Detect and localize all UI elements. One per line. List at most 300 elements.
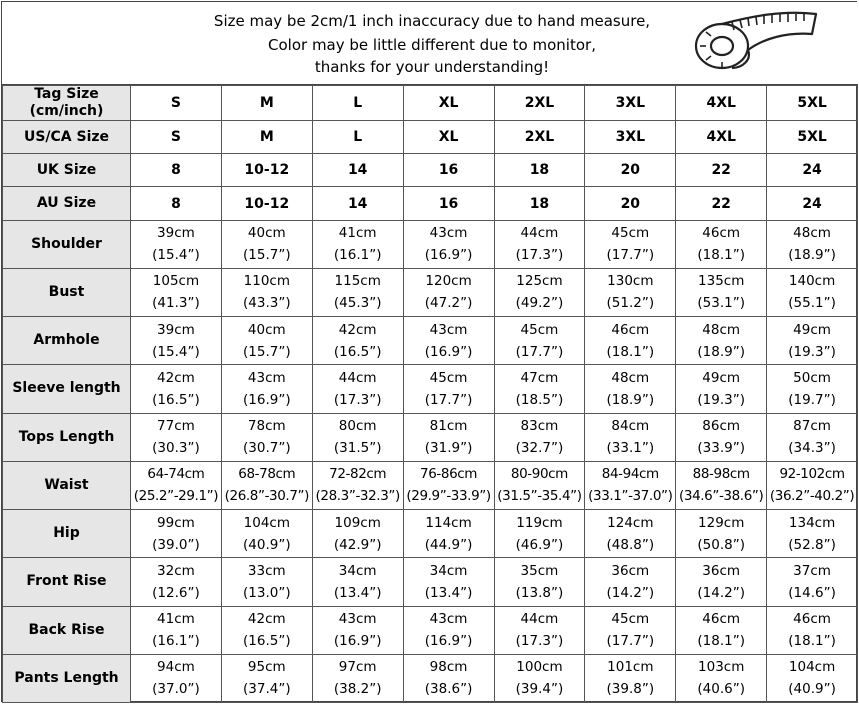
inch-value: (40.9”): [788, 681, 836, 698]
measurement-cell: [585, 220, 676, 268]
measurement-cell: [221, 268, 312, 316]
measurement-cell: [494, 461, 585, 509]
size-cell: 2XL: [494, 86, 585, 121]
cm-value: 84cm: [611, 418, 650, 435]
inch-value: (39.4”): [515, 681, 564, 698]
measurement-cell: [585, 413, 676, 461]
size-cell: S: [131, 86, 222, 121]
inch-value: (15.7”): [243, 247, 291, 264]
measurement-cell: [312, 365, 403, 413]
cm-value: 43cm: [338, 611, 377, 628]
measurement-cell: [494, 413, 585, 461]
cm-value: 42cm: [157, 369, 195, 386]
measurement-cell: [494, 268, 585, 316]
cm-value: 86cm: [702, 418, 741, 435]
cm-value: 46cm: [793, 611, 831, 628]
cm-value: 45cm: [611, 611, 650, 628]
size-cell: 5XL: [767, 121, 858, 154]
inch-value: (18.1”): [606, 343, 655, 360]
inch-value: (18.9”): [697, 343, 745, 360]
cm-value: 36cm: [611, 562, 650, 579]
size-cell: XL: [403, 86, 494, 121]
measurement-row: [3, 558, 858, 606]
measurement-cell: [585, 654, 676, 702]
measurement-cell: [767, 558, 858, 606]
measurement-cell: [494, 317, 585, 365]
inch-value: (51.2”): [606, 295, 655, 312]
cm-value: 83cm: [520, 418, 559, 435]
cm-value: 32cm: [157, 562, 195, 579]
measurement-cell: [767, 461, 858, 509]
cm-value: 78cm: [247, 418, 286, 435]
cm-value: 48cm: [702, 321, 741, 338]
inch-value: (17.7”): [515, 343, 564, 360]
row-label: US/CA Size: [3, 121, 131, 154]
inch-value: (16.9”): [243, 391, 291, 408]
measurement-row: [3, 654, 858, 702]
inch-value: (50.8”): [697, 536, 745, 553]
inch-value: (17.7”): [606, 247, 655, 264]
measurement-row: [3, 317, 858, 365]
size-cell: 14: [312, 187, 403, 220]
measurement-cell: [312, 558, 403, 606]
size-cell: 3XL: [585, 121, 676, 154]
inch-value: (32.7”): [515, 440, 564, 457]
size-cell: 8: [131, 187, 222, 220]
inch-value: (30.3”): [152, 440, 200, 457]
measurement-cell: [676, 654, 767, 702]
inch-value: (39.8”): [606, 681, 655, 698]
measurement-cell: [221, 510, 312, 558]
size-cell: L: [312, 121, 403, 154]
measurement-cell: [131, 365, 222, 413]
size-cell: 20: [585, 187, 676, 220]
measurement-cell: [585, 365, 676, 413]
size-row: [3, 86, 858, 121]
cm-value: 110cm: [243, 273, 290, 290]
size-row: [3, 121, 858, 154]
inch-value: (52.8”): [788, 536, 836, 553]
row-label: Pants Length: [3, 654, 131, 702]
row-label: UK Size: [3, 154, 131, 187]
cm-value: 95cm: [247, 659, 286, 676]
inch-value: (16.1”): [333, 247, 382, 264]
measurement-cell: [131, 558, 222, 606]
inch-value: (18.5”): [515, 391, 564, 408]
measurement-cell: [767, 220, 858, 268]
size-cell: 10-12: [221, 154, 312, 187]
measurement-cell: [312, 654, 403, 702]
measurement-cell: [767, 654, 858, 702]
inch-value: (16.1”): [152, 633, 200, 650]
size-cell: 2XL: [494, 121, 585, 154]
size-cell: 4XL: [676, 121, 767, 154]
cm-value: 101cm: [607, 659, 654, 676]
measurement-cell: [131, 606, 222, 654]
inch-value: (16.5”): [152, 391, 200, 408]
cm-value: 76-86cm: [420, 466, 478, 483]
inch-value: (38.2”): [333, 681, 382, 698]
cm-value: 37cm: [793, 562, 831, 579]
measurement-cell: [767, 510, 858, 558]
cm-value: 39cm: [157, 225, 195, 242]
measurement-cell: [221, 606, 312, 654]
cm-value: 68-78cm: [238, 466, 296, 483]
size-cell: 22: [676, 187, 767, 220]
cm-value: 40cm: [247, 225, 286, 242]
cm-value: 125cm: [516, 273, 563, 290]
measurement-cell: [312, 461, 403, 509]
measurement-cell: [494, 365, 585, 413]
inch-value: (19.3”): [788, 343, 836, 360]
measurement-cell: [494, 558, 585, 606]
size-cell: L: [312, 86, 403, 121]
cm-value: 100cm: [516, 659, 563, 676]
measuring-tape-icon: [692, 6, 822, 84]
inch-value: (16.9”): [424, 343, 473, 360]
cm-value: 77cm: [157, 418, 195, 435]
measurement-cell: [403, 654, 494, 702]
cm-value: 43cm: [429, 225, 468, 242]
cm-value: 134cm: [788, 514, 836, 531]
row-label: Bust: [3, 268, 131, 316]
cm-value: 114cm: [425, 514, 472, 531]
cm-value: 44cm: [338, 369, 377, 386]
inch-value: (16.9”): [333, 633, 382, 650]
cm-value: 39cm: [157, 321, 195, 338]
cm-value: 103cm: [698, 659, 745, 676]
measurement-cell: [494, 654, 585, 702]
size-chart: [1, 1, 857, 702]
cm-value: 46cm: [611, 321, 650, 338]
measurement-cell: [312, 317, 403, 365]
notice-line-2: Color may be little different due to monitor,: [268, 36, 596, 54]
cm-value: 41cm: [338, 225, 377, 242]
inch-value: (12.6”): [152, 584, 200, 601]
measurement-cell: [403, 461, 494, 509]
cm-value: 49cm: [793, 321, 831, 338]
inch-value: (34.3”): [788, 440, 836, 457]
inch-value: (13.0”): [243, 584, 291, 601]
cm-value: 130cm: [607, 273, 654, 290]
cm-value: 84-94cm: [601, 466, 659, 483]
inch-value: (34.6”-38.6”): [679, 488, 764, 505]
inch-value: (44.9”): [424, 536, 473, 553]
inch-value: (18.9”): [606, 391, 655, 408]
size-cell: 10-12: [221, 187, 312, 220]
measurement-cell: [221, 558, 312, 606]
row-label: Tops Length: [3, 413, 131, 461]
measurement-cell: [494, 510, 585, 558]
measurement-cell: [585, 461, 676, 509]
inch-value: (37.0”): [152, 681, 200, 698]
cm-value: 46cm: [702, 611, 741, 628]
inch-value: (14.2”): [697, 584, 745, 601]
inch-value: (17.3”): [333, 391, 382, 408]
size-cell: 14: [312, 154, 403, 187]
inch-value: (53.1”): [697, 295, 745, 312]
measurement-cell: [131, 220, 222, 268]
size-cell: M: [221, 86, 312, 121]
inch-value: (33.1”-37.0”): [588, 488, 673, 505]
measurement-cell: [676, 461, 767, 509]
measurement-cell: [403, 413, 494, 461]
inch-value: (31.5”-35.4”): [497, 488, 582, 505]
measurement-cell: [221, 220, 312, 268]
measurement-notice: [2, 2, 858, 85]
measurement-cell: [131, 268, 222, 316]
row-label: Back Rise: [3, 606, 131, 654]
inch-value: (36.2”-40.2”): [769, 488, 855, 505]
inch-value: (39.0”): [152, 536, 200, 553]
measurement-cell: [312, 268, 403, 316]
measurement-cell: [403, 220, 494, 268]
measurement-cell: [403, 365, 494, 413]
measurement-row: [3, 413, 858, 461]
measurement-cell: [585, 558, 676, 606]
size-row: [3, 187, 858, 220]
inch-value: (33.1”): [606, 440, 655, 457]
cm-value: 80cm: [338, 418, 377, 435]
inch-value: (47.2”): [424, 295, 473, 312]
inch-value: (19.3”): [697, 391, 745, 408]
measurement-row: [3, 461, 858, 509]
size-cell: XL: [403, 121, 494, 154]
cm-value: 46cm: [702, 225, 741, 242]
size-cell: 16: [403, 154, 494, 187]
inch-value: (17.3”): [515, 247, 564, 264]
cm-value: 80-90cm: [510, 466, 568, 483]
inch-value: (13.4”): [424, 584, 473, 601]
measurement-cell: [767, 268, 858, 316]
cm-value: 124cm: [607, 514, 654, 531]
cm-value: 88-98cm: [692, 466, 750, 483]
cm-value: 97cm: [338, 659, 377, 676]
cm-value: 120cm: [425, 273, 472, 290]
inch-value: (46.9”): [515, 536, 564, 553]
inch-value: (31.9”): [424, 440, 473, 457]
inch-value: (16.5”): [243, 633, 291, 650]
inch-value: (15.7”): [243, 343, 291, 360]
row-label: Hip: [3, 510, 131, 558]
cm-value: 119cm: [516, 514, 563, 531]
measurement-cell: [494, 606, 585, 654]
cm-value: 109cm: [334, 514, 381, 531]
cm-value: 42cm: [247, 611, 286, 628]
cm-value: 87cm: [793, 418, 831, 435]
measurement-row: [3, 606, 858, 654]
measurement-row: [3, 268, 858, 316]
notice-line-3: thanks for your understanding!: [314, 58, 550, 76]
measurement-row: [3, 365, 858, 413]
inch-value: (16.9”): [424, 247, 473, 264]
inch-value: (26.8”-30.7”): [224, 488, 309, 505]
cm-value: 104cm: [788, 659, 836, 676]
row-label: Armhole: [3, 317, 131, 365]
cm-value: 92-102cm: [779, 466, 845, 483]
measurement-cell: [312, 606, 403, 654]
inch-value: (18.9”): [788, 247, 836, 264]
cm-value: 98cm: [429, 659, 468, 676]
size-cell: S: [131, 121, 222, 154]
inch-value: (15.4”): [152, 343, 200, 360]
measurement-cell: [676, 558, 767, 606]
size-cell: 22: [676, 154, 767, 187]
cm-value: 48cm: [611, 369, 650, 386]
measurement-cell: [131, 510, 222, 558]
cm-value: 135cm: [698, 273, 745, 290]
cm-value: 47cm: [520, 369, 559, 386]
cm-value: 44cm: [520, 611, 559, 628]
size-cell: M: [221, 121, 312, 154]
measurement-cell: [767, 606, 858, 654]
inch-value: (42.9”): [333, 536, 382, 553]
cm-value: 34cm: [338, 562, 377, 579]
inch-value: (48.8”): [606, 536, 655, 553]
row-label: Tag Size (cm/inch): [3, 86, 131, 121]
cm-value: 45cm: [429, 369, 468, 386]
measurement-cell: [585, 606, 676, 654]
inch-value: (41.3”): [152, 295, 200, 312]
cm-value: 99cm: [157, 514, 195, 531]
cm-value: 72-82cm: [329, 466, 387, 483]
inch-value: (29.9”-33.9”): [406, 488, 491, 505]
size-cell: 16: [403, 187, 494, 220]
size-cell: 20: [585, 154, 676, 187]
measurement-cell: [131, 317, 222, 365]
measurement-cell: [676, 606, 767, 654]
cm-value: 104cm: [243, 514, 290, 531]
inch-value: (18.1”): [788, 633, 836, 650]
cm-value: 35cm: [520, 562, 559, 579]
cm-value: 64-74cm: [147, 466, 205, 483]
inch-value: (31.5”): [333, 440, 382, 457]
cm-value: 34cm: [429, 562, 468, 579]
measurement-cell: [221, 654, 312, 702]
inch-value: (16.5”): [333, 343, 382, 360]
cm-value: 115cm: [334, 273, 381, 290]
inch-value: (33.9”): [697, 440, 745, 457]
inch-value: (13.8”): [515, 584, 564, 601]
size-table: [2, 85, 858, 703]
measurement-cell: [312, 220, 403, 268]
measurement-cell: [767, 413, 858, 461]
inch-value: (16.9”): [424, 633, 473, 650]
inch-value: (15.4”): [152, 247, 200, 264]
row-label: AU Size: [3, 187, 131, 220]
inch-value: (17.7”): [606, 633, 655, 650]
cm-value: 105cm: [152, 273, 200, 290]
row-label: Shoulder: [3, 220, 131, 268]
measurement-cell: [585, 510, 676, 558]
cm-value: 48cm: [793, 225, 831, 242]
measurement-cell: [403, 510, 494, 558]
measurement-cell: [585, 268, 676, 316]
inch-value: (37.4”): [243, 681, 291, 698]
size-cell: 8: [131, 154, 222, 187]
size-cell: 24: [767, 187, 858, 220]
size-cell: 5XL: [767, 86, 858, 121]
cm-value: 33cm: [247, 562, 286, 579]
measurement-cell: [494, 220, 585, 268]
inch-value: (17.3”): [515, 633, 564, 650]
inch-value: (14.2”): [606, 584, 655, 601]
size-cell: 24: [767, 154, 858, 187]
cm-value: 45cm: [611, 225, 650, 242]
measurement-cell: [221, 317, 312, 365]
inch-value: (40.6”): [697, 681, 745, 698]
cm-value: 36cm: [702, 562, 741, 579]
measurement-cell: [676, 365, 767, 413]
measurement-row: [3, 220, 858, 268]
cm-value: 41cm: [157, 611, 195, 628]
cm-value: 40cm: [247, 321, 286, 338]
cm-value: 94cm: [157, 659, 195, 676]
inch-value: (18.1”): [697, 247, 745, 264]
inch-value: (40.9”): [243, 536, 291, 553]
cm-value: 50cm: [793, 369, 831, 386]
measurement-cell: [312, 510, 403, 558]
measurement-cell: [403, 558, 494, 606]
measurement-cell: [221, 461, 312, 509]
inch-value: (55.1”): [788, 295, 836, 312]
cm-value: 43cm: [247, 369, 286, 386]
inch-value: (38.6”): [424, 681, 473, 698]
measurement-cell: [767, 365, 858, 413]
inch-value: (17.7”): [424, 391, 473, 408]
size-cell: 18: [494, 154, 585, 187]
inch-value: (30.7”): [243, 440, 291, 457]
notice-line-1: Size may be 2cm/1 inch inaccuracy due to hand measure,: [213, 12, 651, 30]
measurement-cell: [131, 654, 222, 702]
measurement-cell: [403, 268, 494, 316]
inch-value: (14.6”): [788, 584, 836, 601]
inch-value: (49.2”): [515, 295, 564, 312]
size-cell: 4XL: [676, 86, 767, 121]
measurement-cell: [676, 268, 767, 316]
cm-value: 43cm: [429, 611, 468, 628]
measurement-cell: [312, 413, 403, 461]
measurement-cell: [767, 317, 858, 365]
cm-value: 45cm: [520, 321, 559, 338]
inch-value: (19.7”): [788, 391, 836, 408]
cm-value: 140cm: [788, 273, 836, 290]
cm-value: 44cm: [520, 225, 559, 242]
size-row: [3, 154, 858, 187]
inch-value: (43.3”): [243, 295, 291, 312]
cm-value: 42cm: [338, 321, 377, 338]
measurement-cell: [131, 461, 222, 509]
row-label: Waist: [3, 461, 131, 509]
cm-value: 49cm: [702, 369, 741, 386]
inch-value: (28.3”-32.3”): [315, 488, 400, 505]
cm-value: 43cm: [429, 321, 468, 338]
measurement-cell: [131, 413, 222, 461]
row-label: Sleeve length: [3, 365, 131, 413]
measurement-cell: [221, 365, 312, 413]
inch-value: (13.4”): [333, 584, 382, 601]
inch-value: (45.3”): [333, 295, 382, 312]
measurement-cell: [676, 317, 767, 365]
measurement-cell: [403, 317, 494, 365]
measurement-cell: [221, 413, 312, 461]
measurement-cell: [676, 220, 767, 268]
measurement-cell: [676, 413, 767, 461]
inch-value: (18.1”): [697, 633, 745, 650]
cm-value: 129cm: [698, 514, 745, 531]
measurement-cell: [585, 317, 676, 365]
size-cell: 18: [494, 187, 585, 220]
